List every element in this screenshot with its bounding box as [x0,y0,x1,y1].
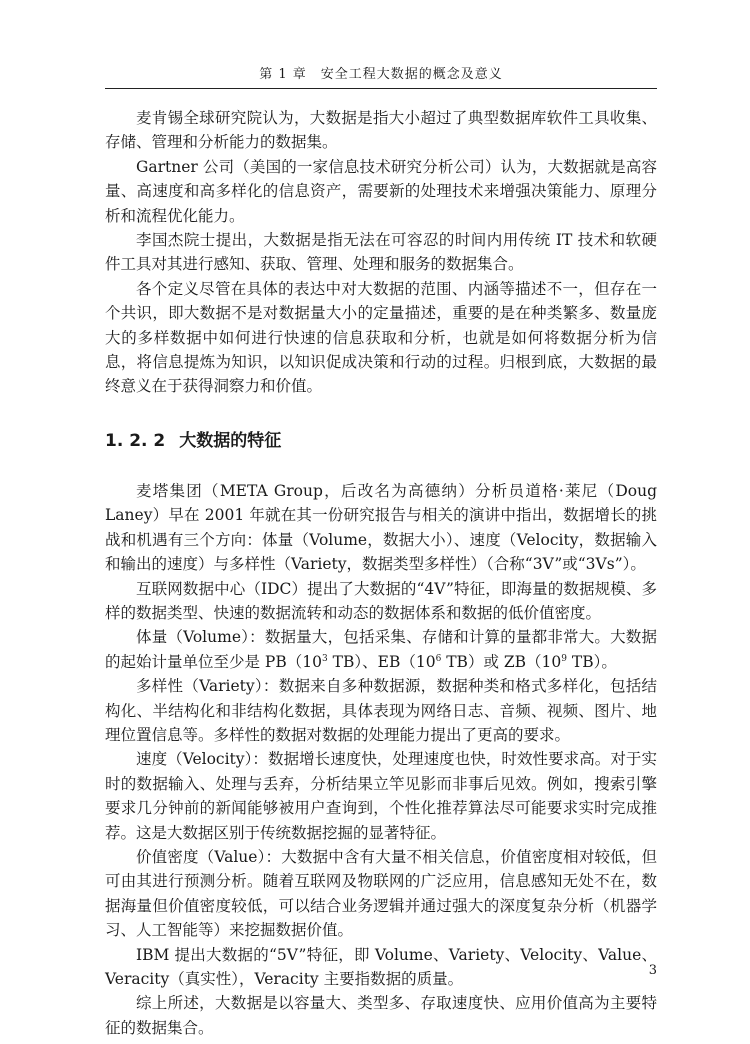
section-heading [105,426,657,456]
page-number: 3 [648,963,657,978]
paragraph: 多样性（Variety）：数据来自多种数据源，数据种类和格式多样化，包括结构化、半结构化和非结构化数据，具体表现为网络日志、音频、视频、图片、地理位置信息等。多样性的数据对数据的处理能力提出了更高的要求。 [105,677,657,744]
paragraph: 综上所述，大数据是以容量大、类型多、存取速度快、应用价值高为主要特征的数据集合。 [105,994,657,1037]
page-body [105,106,657,1040]
paragraph: IBM 提出大数据的“5V”特征，即 Volume、Variety、Velocity、Value、Veracity（真实性），Veracity 主要指数据的质量。 [105,945,657,988]
paragraph-volume: 体量（Volume）：数据量大，包括采集、存储和计算的量都非常大。大数据的起始计量单位至少是 $PB(10^3$ TB）、$EB(10^6$ TB）或 $ZB(10^9$ TB）。 [105,628,657,671]
running-header: 第 1 章 安全工程大数据的概念及意义 [105,62,657,89]
paragraph: 麦肯锡全球研究院认为，大数据是指大小超过了典型数据库软件工具收集、存储、管理和分析能力的数据集。 [105,109,657,152]
paragraph: 各个定义尽管在具体的表达中对大数据的范围、内涵等描述不一，但存在一个共识，即大数据不是对数据量大小的定量描述，重要的是在种类繁多、数量庞大的多样数据中如何进行快速的信息获取和分析，也就是如何将数据分析为信息，将信息提炼为知识，以知识促成决策和行动的过程。归根到底，大数据的最终意义在于获得洞察力和价值。 [105,279,657,396]
paragraph: 麦塔集团（META Group，后改名为高德纳）分析员道格·莱尼（Doug Laney）早在 2001 年就在其一份研究报告与相关的演讲中指出，数据增长的挑战和机遇有三个方向：体量（Volume，数据大小）、速度（Velocity，数据输入和输出的速度）与多样性（Variety，数据类型多样性）（合称“3V”或“3Vs”）。 [105,481,657,574]
section-title: 大数据的特征 [179,430,282,451]
paragraph: 互联网数据中心（IDC）提出了大数据的“4V”特征，即海量的数据规模、多样的数据类型、快速的数据流转和动态的数据体系和数据的低价值密度。 [105,579,657,622]
paragraph: 速度（Velocity）：数据增长速度快，处理速度也快，时效性要求高。对于实时的数据输入、处理与丢弃，分析结果立竿见影而非事后见效。例如，搜索引擎要求几分钟前的新闻能够被用户查询到，个性化推荐算法尽可能要求实时完成推荐。这是大数据区别于传统数据挖掘的显著特征。 [105,750,657,842]
paragraph: 李国杰院士提出，大数据是指无法在可容忍的时间内用传统 IT 技术和软硬件工具对其进行感知、获取、管理、处理和服务的数据集合。 [105,231,657,274]
paragraph: 价值密度（Value）：大数据中含有大量不相关信息，价值密度相对较低，但可由其进行预测分析。随着互联网及物联网的广泛应用，信息感知无处不在，数据海量但价值密度较低，可以结合业务逻辑并通过强大的深度复杂分析（机器学习、人工智能等）来挖掘数据价值。 [105,847,657,940]
paragraph: Gartner 公司（美国的一家信息技术研究分析公司）认为，大数据就是高容量、高速度和高多样化的信息资产，需要新的处理技术来增强决策能力、原理分析和流程优化能力。 [105,157,657,225]
section-number: 1. 2. 2 [105,430,166,451]
